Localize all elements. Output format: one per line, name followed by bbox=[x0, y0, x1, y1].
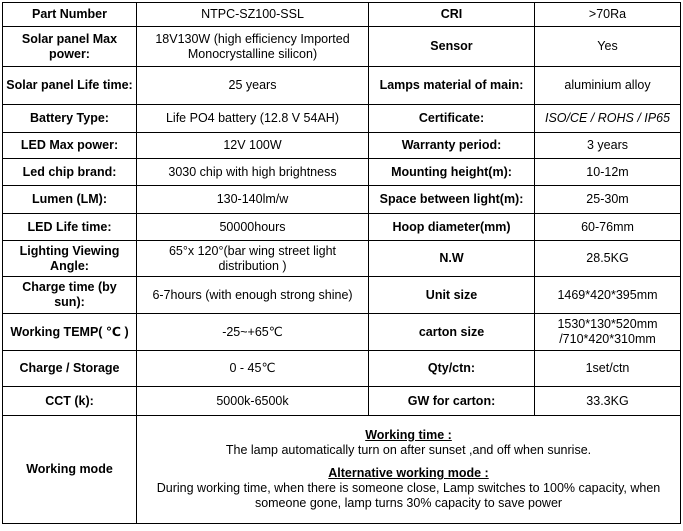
spec-label: Working TEMP( ℃ ) bbox=[3, 314, 137, 351]
spec-label: Warranty period: bbox=[369, 133, 535, 159]
table-row-working-mode bbox=[3, 416, 681, 524]
spec-label: Hoop diameter(mm) bbox=[369, 214, 535, 241]
spec-label: Charge / Storage bbox=[3, 351, 137, 387]
table-row bbox=[3, 314, 681, 351]
alternative-mode-heading: Alternative working mode : bbox=[328, 466, 489, 480]
spec-value: 28.5KG bbox=[535, 241, 681, 277]
spec-value: 10-12m bbox=[535, 159, 681, 186]
spec-value: 3 years bbox=[535, 133, 681, 159]
spec-label: Led chip brand: bbox=[3, 159, 137, 186]
spec-value: Yes bbox=[535, 27, 681, 67]
table-row bbox=[3, 277, 681, 314]
spec-value: ISO/CE / ROHS / IP65 bbox=[535, 105, 681, 133]
spec-value: 25-30m bbox=[535, 186, 681, 214]
spec-label: Lamps material of main: bbox=[369, 67, 535, 105]
alternative-mode-text: During working time, when there is someone close, Lamp switches to 100% capacity, when someone gone, lamp turns 30% capacity to save power bbox=[156, 481, 661, 510]
table-row bbox=[3, 351, 681, 387]
table-row bbox=[3, 186, 681, 214]
spec-value: 65°x 120°(bar wing street light distribution ) bbox=[137, 241, 369, 277]
table-row bbox=[3, 133, 681, 159]
spec-value: 0 - 45℃ bbox=[137, 351, 369, 387]
spec-label: GW for carton: bbox=[369, 387, 535, 416]
spec-label: Mounting height(m): bbox=[369, 159, 535, 186]
spec-value: 12V 100W bbox=[137, 133, 369, 159]
spec-value: >70Ra bbox=[535, 3, 681, 27]
spec-label: Lumen (LM): bbox=[3, 186, 137, 214]
spec-label: Qty/ctn: bbox=[369, 351, 535, 387]
spec-label: Battery Type: bbox=[3, 105, 137, 133]
spec-label: Charge time (by sun): bbox=[3, 277, 137, 314]
spec-table bbox=[2, 2, 681, 524]
working-time-text: The lamp automatically turn on after sunset ,and off when sunrise. bbox=[225, 443, 592, 457]
table-row bbox=[3, 159, 681, 186]
spec-label: CRI bbox=[369, 3, 535, 27]
spec-value: -25~+65℃ bbox=[137, 314, 369, 351]
working-mode-label: Working mode bbox=[3, 416, 137, 524]
working-mode-description bbox=[137, 416, 681, 524]
spec-value: 6-7hours (with enough strong shine) bbox=[137, 277, 369, 314]
spec-label: carton size bbox=[369, 314, 535, 351]
spec-value: 1set/ctn bbox=[535, 351, 681, 387]
table-row bbox=[3, 27, 681, 67]
spec-label: Part Number bbox=[3, 3, 137, 27]
spec-label: Certificate: bbox=[369, 105, 535, 133]
spec-value: 50000hours bbox=[137, 214, 369, 241]
spec-value: 5000k-6500k bbox=[137, 387, 369, 416]
working-time-heading: Working time : bbox=[365, 428, 452, 442]
spec-label: Solar panel Life time: bbox=[3, 67, 137, 105]
spec-value: 25 years bbox=[137, 67, 369, 105]
table-row bbox=[3, 3, 681, 27]
spec-label: Unit size bbox=[369, 277, 535, 314]
spec-value: NTPC-SZ100-SSL bbox=[137, 3, 369, 27]
spec-value: 1530*130*520mm /710*420*310mm bbox=[535, 314, 681, 351]
spec-value: 1469*420*395mm bbox=[535, 277, 681, 314]
spec-label: Solar panel Max power: bbox=[3, 27, 137, 67]
spec-value: 18V130W (high efficiency Imported Monocrystalline silicon) bbox=[137, 27, 369, 67]
spec-value: 3030 chip with high brightness bbox=[137, 159, 369, 186]
spec-value: Life PO4 battery (12.8 V 54AH) bbox=[137, 105, 369, 133]
spec-label: LED Life time: bbox=[3, 214, 137, 241]
table-row bbox=[3, 387, 681, 416]
spec-label: Space between light(m): bbox=[369, 186, 535, 214]
spec-label: Sensor bbox=[369, 27, 535, 67]
spec-value: 33.3KG bbox=[535, 387, 681, 416]
spec-label: N.W bbox=[369, 241, 535, 277]
spec-label: CCT (k): bbox=[3, 387, 137, 416]
spec-label: Lighting Viewing Angle: bbox=[3, 241, 137, 277]
table-row bbox=[3, 67, 681, 105]
spec-label: LED Max power: bbox=[3, 133, 137, 159]
spec-value: aluminium alloy bbox=[535, 67, 681, 105]
spec-value: 130-140lm/w bbox=[137, 186, 369, 214]
working-time-block bbox=[141, 428, 676, 458]
table-row bbox=[3, 214, 681, 241]
table-row bbox=[3, 241, 681, 277]
table-row bbox=[3, 105, 681, 133]
spec-value: 60-76mm bbox=[535, 214, 681, 241]
